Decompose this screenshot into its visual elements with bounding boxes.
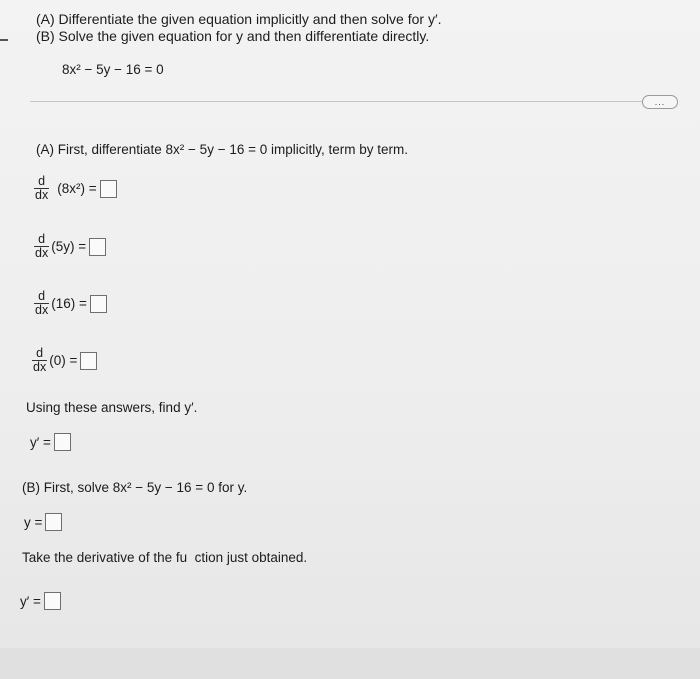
derivative-row-8x2: [34, 175, 117, 202]
answer-box-d-8x2[interactable]: [100, 180, 117, 198]
d-dx-fraction: [34, 175, 49, 202]
frac-numerator: d: [38, 174, 46, 188]
take-derivative-text: Take the derivative of the fu ction just obtained.: [22, 550, 308, 565]
d-dx-fraction: [34, 233, 49, 260]
ellipsis-icon: ...: [654, 96, 666, 107]
part-b-intro: (B) First, solve 8x² − 5y − 16 = 0 for y.: [22, 480, 248, 495]
derivative-row-5y: [34, 233, 106, 260]
answer-box-yprime-a[interactable]: [54, 433, 71, 451]
d-dx-fraction: [34, 290, 49, 317]
frac-denominator: dx: [35, 303, 49, 317]
given-equation: 8x² − 5y − 16 = 0: [62, 62, 164, 77]
part-a-yprime-row: [30, 433, 71, 451]
frac-numerator: d: [38, 289, 46, 303]
bottom-band: [0, 648, 700, 679]
frac-numerator: d: [38, 232, 46, 246]
derivative-row-0: [32, 347, 97, 374]
more-button[interactable]: [642, 95, 678, 109]
part-b-yprime-row: [20, 592, 61, 610]
yprime-label: y′ =: [20, 593, 41, 609]
d-dx-fraction: [32, 347, 47, 374]
derivative-row-16: [34, 290, 107, 317]
section-divider: [30, 101, 642, 102]
term-label: (0) =: [49, 353, 78, 368]
answer-box-d-16[interactable]: [90, 295, 107, 313]
part-b-y-row: [24, 513, 62, 531]
part-a-intro: (A) First, differentiate 8x² − 5y − 16 = 0 implicitly, term by term.: [36, 142, 408, 157]
using-answers-text: Using these answers, find y′.: [26, 400, 198, 415]
term-label: (8x²) =: [57, 181, 97, 196]
frac-denominator: dx: [35, 188, 49, 202]
frac-denominator: dx: [33, 360, 47, 374]
answer-box-yprime-b[interactable]: [44, 592, 61, 610]
instruction-a: (A) Differentiate the given equation implicitly and then solve for y′.: [36, 11, 442, 27]
instruction-b: (B) Solve the given equation for y and then differentiate directly.: [36, 28, 430, 44]
frac-denominator: dx: [35, 246, 49, 260]
edge-marker: [0, 39, 8, 41]
frac-numerator: d: [36, 346, 44, 360]
answer-box-d-5y[interactable]: [89, 238, 106, 256]
term-label: (16) =: [51, 296, 87, 311]
y-label: y =: [24, 514, 43, 530]
yprime-label: y′ =: [30, 434, 51, 450]
term-label: (5y) =: [51, 239, 87, 254]
answer-box-d-0[interactable]: [80, 352, 97, 370]
answer-box-y[interactable]: [45, 513, 62, 531]
